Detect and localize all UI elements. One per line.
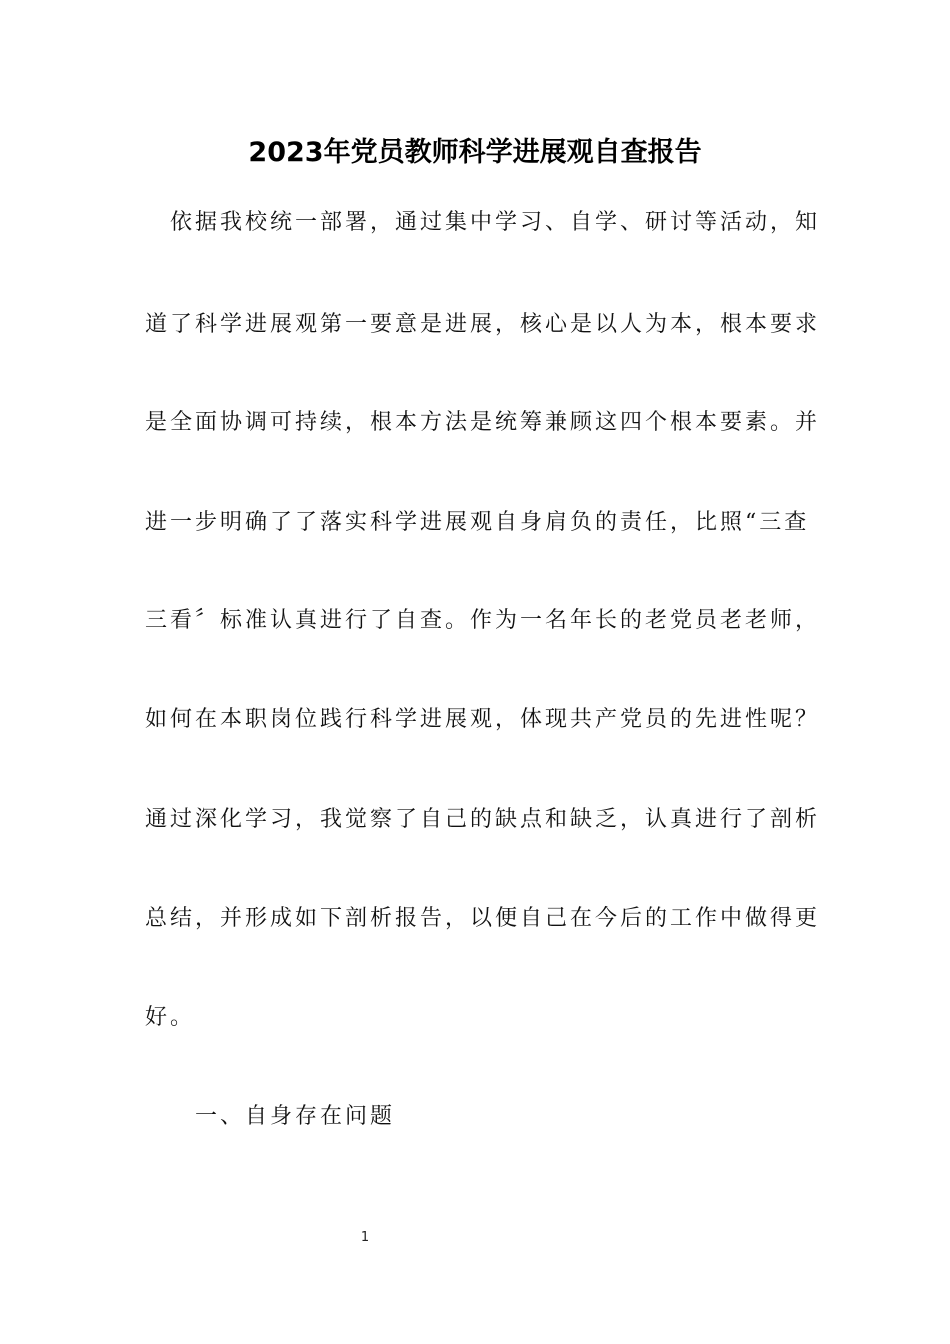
paragraph-line: 如何在本职岗位践行科学进展观，体现共产党员的先进性呢？ <box>145 707 821 732</box>
section-heading: 一、自身存在问题 <box>195 1104 396 1129</box>
paragraph-line: 进一步明确了了落实科学进展观自身肩负的责任，比照“三查 <box>145 510 810 535</box>
paragraph-line: 三看〞标准认真进行了自查。作为一名年长的老党员老老师， <box>145 608 821 633</box>
page-number: 1 <box>360 1230 370 1245</box>
paragraph-line: 道了科学进展观第一要意是进展，核心是以人为本，根本要求 <box>145 312 821 337</box>
paragraph-line: 依据我校统一部署，通过集中学习、自学、研讨等活动，知 <box>145 210 821 235</box>
paragraph-line: 总结，并形成如下剖析报告，以便自己在今后的工作中做得更 <box>145 906 821 931</box>
paragraph-line: 好。 <box>145 1005 196 1030</box>
document-title: 2023年党员教师科学进展观自查报告 <box>248 137 702 168</box>
paragraph-line: 是全面协调可持续，根本方法是统筹兼顾这四个根本要素。并 <box>145 410 821 435</box>
paragraph-line: 通过深化学习，我觉察了自己的缺点和缺乏，认真进行了剖析 <box>145 807 821 832</box>
